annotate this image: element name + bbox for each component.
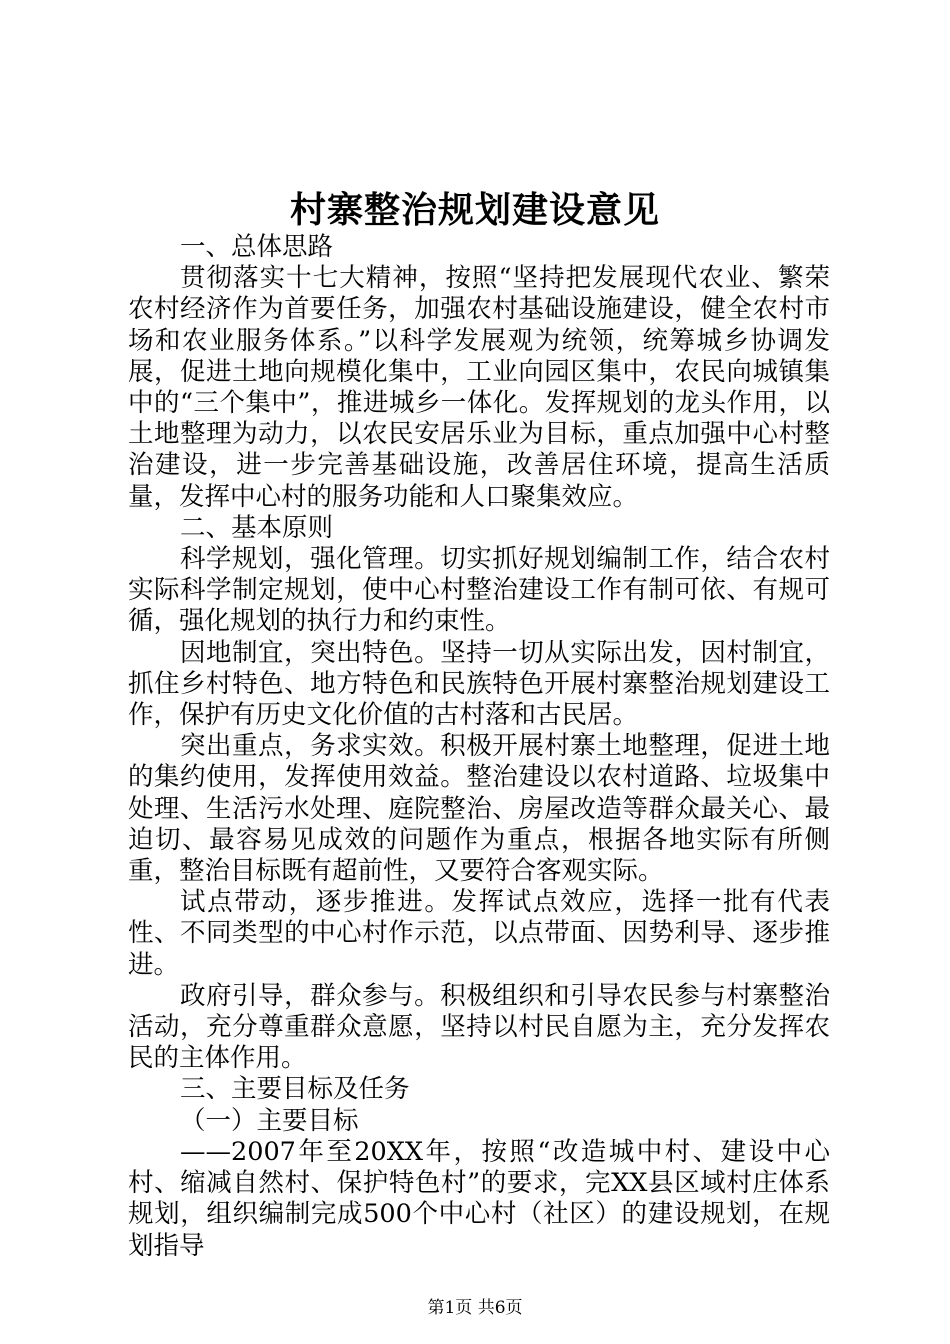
document-body xyxy=(128,232,830,1262)
section-heading-2: 二、基本原则 xyxy=(180,512,334,543)
page-footer xyxy=(0,1296,950,1320)
paragraph-overall-approach: 贯彻落实十七大精神，按照“坚持把发展现代农业、繁荣农村经济作为首要任务，加强农村基础设施建设，健全农村市场和农业服务体系。”以科学发展观为统领，统筹城乡协调发展，促进土地向规模化集中，工业向园区集中，农民向城镇集中的“三个集中”，推进城乡一体化。发挥规划的龙头作用，以土地整理为动力，以农民安居乐业为目标，重点加强中心村整治建设，进一步完善基础设施，改善居住环境，提高生活质量，发挥中心村的服务功能和人口聚集效应。 xyxy=(128,263,830,512)
page-title: 村寨整治规划建设意见 xyxy=(289,189,660,231)
paragraph-principle-3: 突出重点，务求实效。积极开展村寨土地整理，促进土地的集约使用，发挥使用效益。整治建设以农村道路、垃圾集中处理、生活污水处理、庭院整治、房屋改造等群众最关心、最迫切、最容易见成效的问题作为重点，根据各地实际有所侧重，整治目标既有超前性，又要符合客观实际。 xyxy=(128,731,830,887)
paragraph-principle-2: 因地制宜，突出特色。坚持一切从实际出发，因村制宜，抓住乡村特色、地方特色和民族特色开展村寨整治规划建设工作，保护有历史文化价值的古村落和古民居。 xyxy=(128,637,830,731)
page-number: 第1页 共6页 xyxy=(427,1298,523,1318)
section-heading-1: 一、总体思路 xyxy=(180,232,334,262)
section-heading-3: 三、主要目标及任务 xyxy=(180,1074,410,1105)
paragraph-principle-4: 试点带动，逐步推进。发挥试点效应，选择一批有代表性、不同类型的中心村作示范，以点带面、因势利导、逐步推进。 xyxy=(128,887,830,980)
paragraph-principle-1: 科学规划，强化管理。切实抓好规划编制工作，结合农村实际科学制定规划，使中心村整治建设工作有制可依、有规可循，强化规划的执行力和约束性。 xyxy=(128,544,830,637)
paragraph-principle-5: 政府引导，群众参与。积极组织和引导农民参与村寨整治活动，充分尊重群众意愿，坚持以村民自愿为主，充分发挥农民的主体作用。 xyxy=(128,980,830,1074)
paragraph-main-goals: ——2007年至20XX年，按照“改造城中村、建设中心村、缩减自然村、保护特色村”的要求，完XX县区域村庄体系规划，组织编制完成500个中心村（社区）的建设规划，在规划指导 xyxy=(128,1136,830,1261)
subsection-heading-1: （一）主要目标 xyxy=(180,1105,359,1136)
